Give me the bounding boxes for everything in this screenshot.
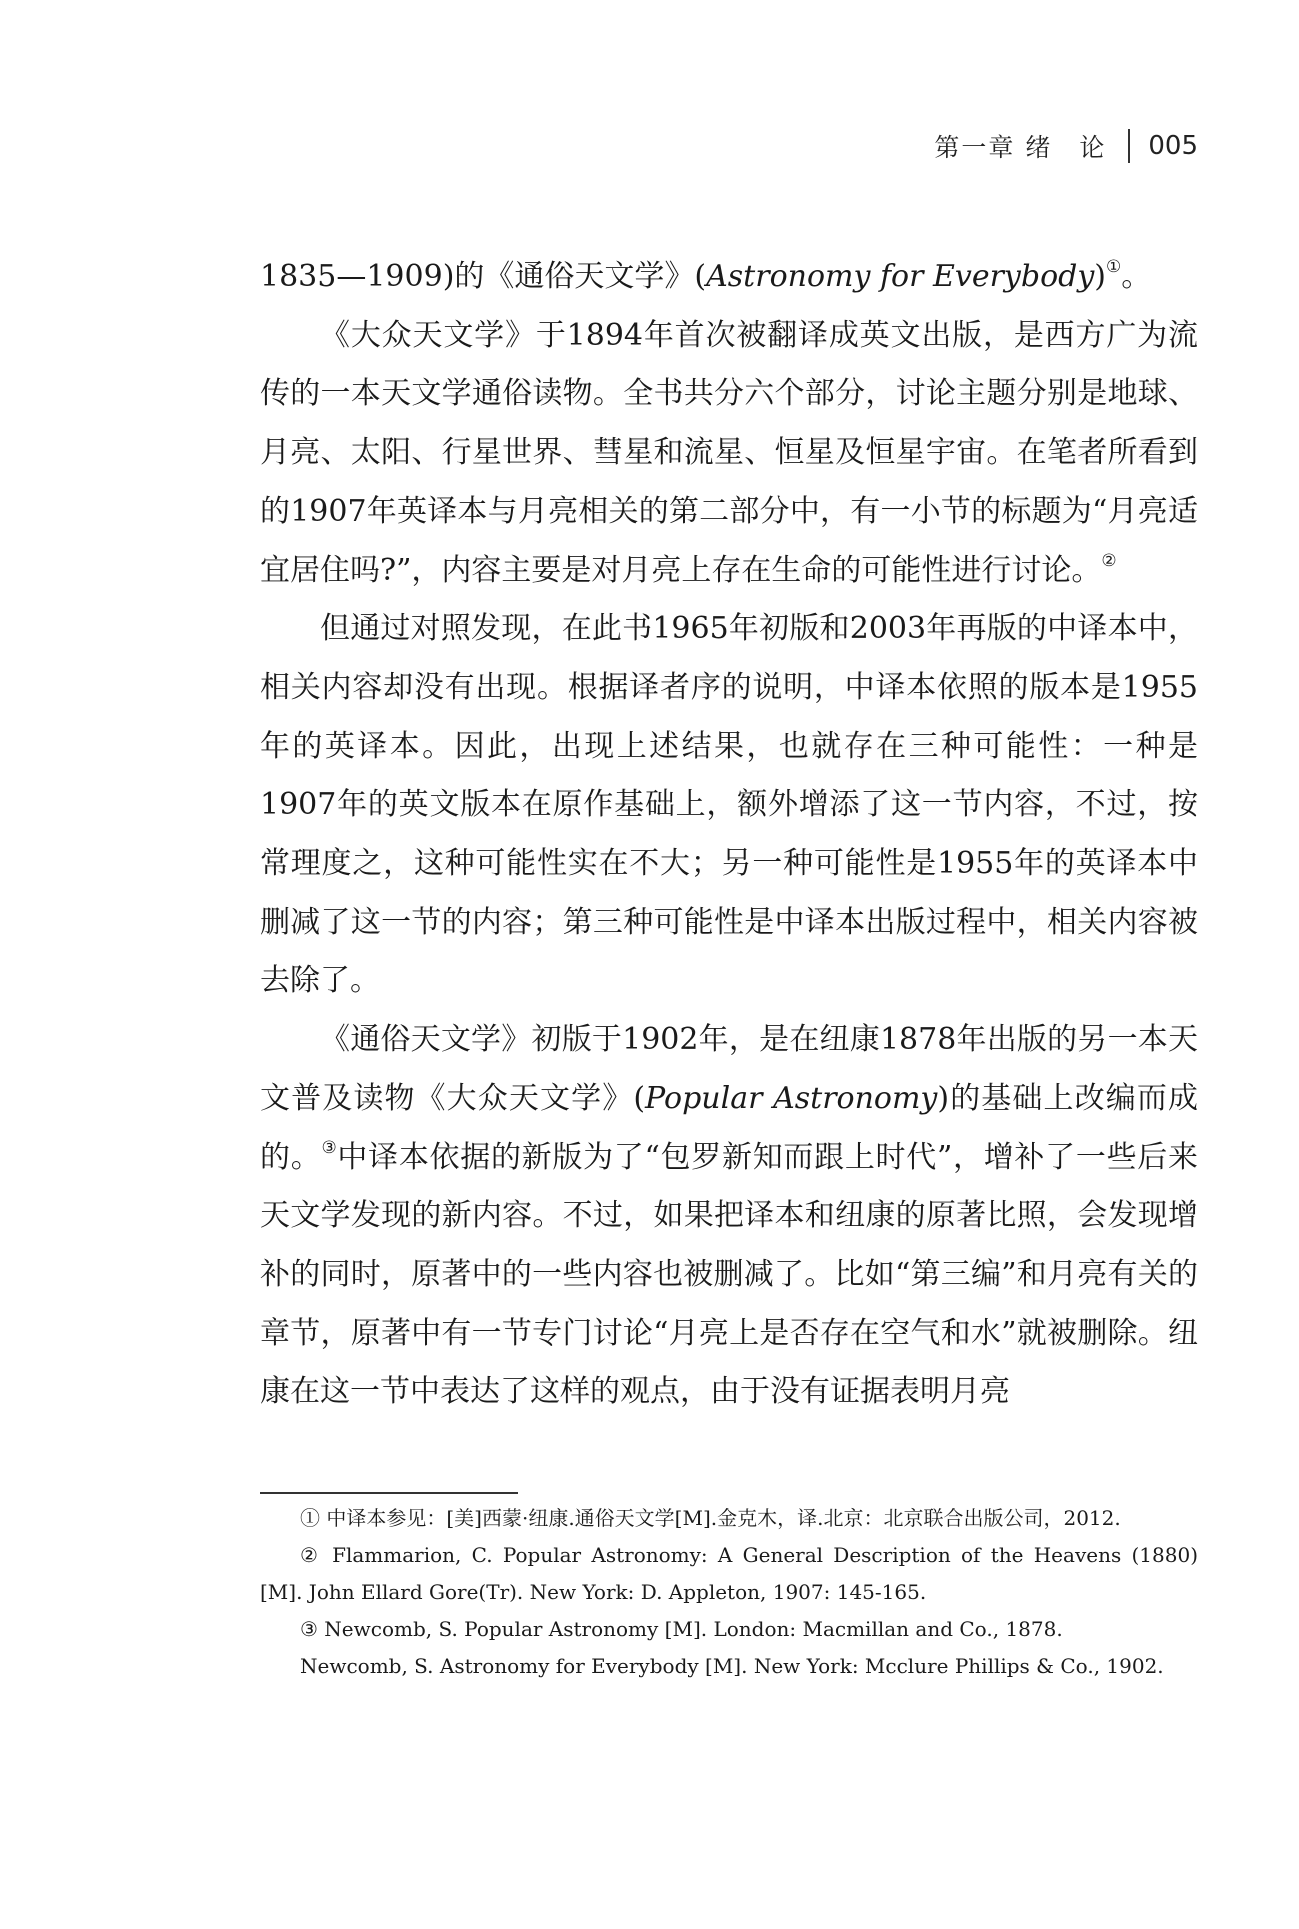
paragraph-1: [260, 248, 1198, 307]
page-number: 005: [1148, 131, 1198, 161]
p1-close-paren: ): [1094, 259, 1107, 294]
footnote-ref-3: ③: [321, 1137, 338, 1158]
p4-english-title: Popular Astronomy: [645, 1080, 938, 1116]
main-text: [260, 248, 1198, 1422]
footnotes: [260, 1500, 1198, 1685]
paragraph-4: [260, 1011, 1198, 1422]
footnote-ref-2: ②: [1101, 550, 1117, 571]
p2-text: 《大众天文学》于1894年首次被翻译成英文出版，是西方广为流传的一本天文学通俗读物。全书共分六个部分，讨论主题分别是地球、月亮、太阳、行星世界、彗星和流星、恒星及恒星宇宙。在笔者所看到的1907年英译本与月亮相关的第二部分中，有一小节的标题为“月亮适宜居住吗?”，内容主要是对月亮上存在生命的可能性进行讨论。: [260, 317, 1198, 588]
p4-text-middle: )的基础上改编而成的。: [260, 1080, 1198, 1175]
running-header: [260, 126, 1198, 166]
footnote-1: ① 中译本参见：[美]西蒙·纽康.通俗天文学[M].金克木，译.北京：北京联合出版公司，2012.: [300, 1506, 1121, 1530]
footnote-divider: [260, 1492, 518, 1494]
p1-text: 1835—1909)的《通俗天文学》(: [260, 259, 707, 294]
header-divider: [1128, 129, 1130, 163]
chapter-title: 第一章 绪 论: [934, 133, 1107, 162]
p4-text-after: 中译本依据的新版为了“包罗新知而跟上时代”，增补了一些后来天文学发现的新内容。不过，如果把译本和纽康的原著比照，会发现增补的同时，原著中的一些内容也被删减了。比如“第三编”和月亮有关的章节，原著中有一节专门讨论“月亮上是否存在空气和水”就被删除。纽康在这一节中表达了这样的观点，由于没有证据表明月亮: [260, 1139, 1198, 1410]
paragraph-3: [260, 600, 1198, 1011]
paragraph-2: [260, 307, 1198, 601]
footnote-3-continued: Newcomb, S. Astronomy for Everybody [M]. New York: Mcclure Phillips & Co., 1902.: [300, 1654, 1164, 1678]
p4-text-before: 《通俗天文学》初版于1902年，是在纽康1878年出版的另一本天文普及读物《大众天文学》(: [260, 1022, 1198, 1116]
p1-english-title: Astronomy for Everybody: [706, 259, 1095, 294]
footnote-3: ③ Newcomb, S. Popular Astronomy [M]. London: Macmillan and Co., 1878.: [300, 1617, 1063, 1641]
p3-text: 但通过对照发现，在此书1965年初版和2003年再版的中译本中，相关内容却没有出现。根据译者序的说明，中译本依照的版本是1955年的英译本。因此，出现上述结果，也就存在三种可能性：一种是1907年的英文版本在原作基础上，额外增添了这一节内容，不过，按常理度之，这种可能性实在不大；另一种可能性是1955年的英译本中删减了这一节的内容；第三种可能性是中译本出版过程中，相关内容被去除了。: [260, 611, 1198, 999]
footnote-2: ② Flammarion, C. Popular Astronomy: A General Description of the Heavens (1880) [M]. John Ellard Gore(Tr). New York: D. Appleton, 1907: 145-165.: [260, 1543, 1198, 1604]
p1-ending: 。: [1121, 259, 1152, 294]
footnote-ref-1: ①: [1106, 257, 1122, 277]
